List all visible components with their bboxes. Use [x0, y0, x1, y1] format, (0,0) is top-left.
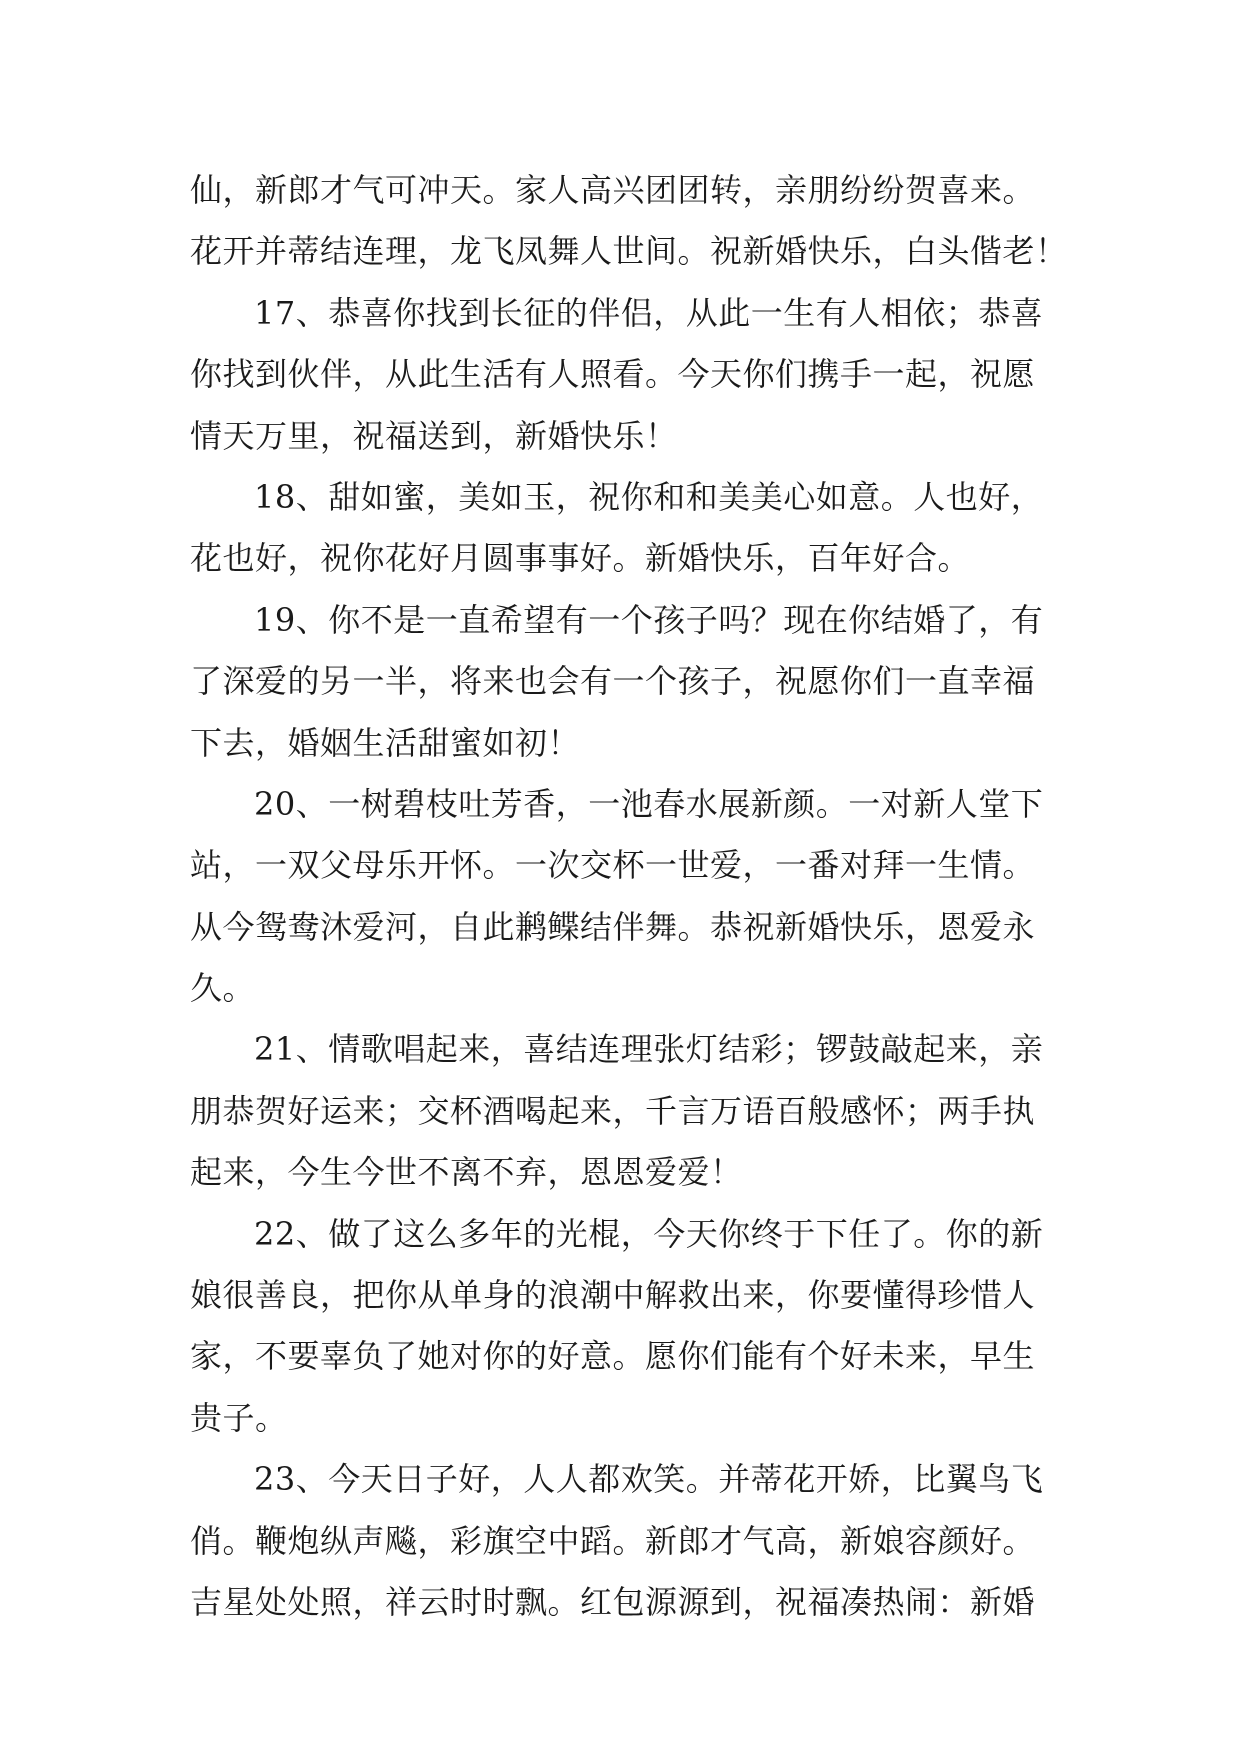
text-line: 20、一树碧枝吐芳香，一池春水展新颜。一对新人堂下 — [254, 784, 1044, 823]
text-line: 吉星处处照，祥云时时飘。红包源源到，祝福凑热闹：新婚 — [190, 1582, 1036, 1621]
text-line: 17、恭喜你找到长征的伴侣，从此一生有人相依；恭喜 — [254, 293, 1044, 332]
text-line: 了深爱的另一半，将来也会有一个孩子，祝愿你们一直幸福 — [190, 662, 1036, 701]
text-line: 下去，婚姻生活甜蜜如初！ — [190, 723, 581, 762]
text-line: 花开并蒂结连理，龙飞凤舞人世间。祝新婚快乐，白头偕老！ — [190, 232, 1068, 271]
text-line: 朋恭贺好运来；交杯酒喝起来，千言万语百般感怀；两手执 — [190, 1091, 1036, 1130]
text-line: 娘很善良，把你从单身的浪潮中解救出来，你要懂得珍惜人 — [190, 1276, 1036, 1315]
text-line: 久。 — [190, 969, 256, 1008]
text-line: 俏。鞭炮纵声飚，彩旗空中蹈。新郎才气高，新娘容颜好。 — [190, 1521, 1036, 1560]
text-line: 18、甜如蜜，美如玉，祝你和和美美心如意。人也好， — [254, 477, 1044, 516]
text-line: 站，一双父母乐开怀。一次交杯一世爱，一番对拜一生情。 — [190, 846, 1036, 885]
text-line: 19、你不是一直希望有一个孩子吗？现在你结婚了，有 — [254, 600, 1044, 639]
text-line: 家，不要辜负了她对你的好意。愿你们能有个好未来，早生 — [190, 1337, 1036, 1376]
text-line: 23、今天日子好，人人都欢笑。并蒂花开娇，比翼鸟飞 — [254, 1460, 1044, 1499]
text-line: 仙，新郎才气可冲天。家人高兴团团转，亲朋纷纷贺喜来。 — [190, 171, 1036, 209]
text-line: 从今鸳鸯沐爱河，自此鹣鲽结伴舞。恭祝新婚快乐，恩爱永 — [190, 907, 1036, 946]
text-line: 花也好，祝你花好月圆事事好。新婚快乐，百年好合。 — [190, 539, 971, 578]
text-line: 贵子。 — [190, 1398, 288, 1437]
body-text — [190, 160, 1070, 1633]
text-line: 22、做了这么多年的光棍，今天你终于下任了。你的新 — [254, 1214, 1044, 1253]
text-line: 你找到伙伴，从此生活有人照看。今天你们携手一起，祝愿 — [190, 355, 1036, 394]
text-line: 情天万里，祝福送到，新婚快乐！ — [190, 416, 678, 455]
text-line: 21、情歌唱起来，喜结连理张灯结彩；锣鼓敲起来，亲 — [254, 1030, 1044, 1069]
text-line: 起来，今生今世不离不弃，恩恩爱爱！ — [190, 1153, 743, 1192]
